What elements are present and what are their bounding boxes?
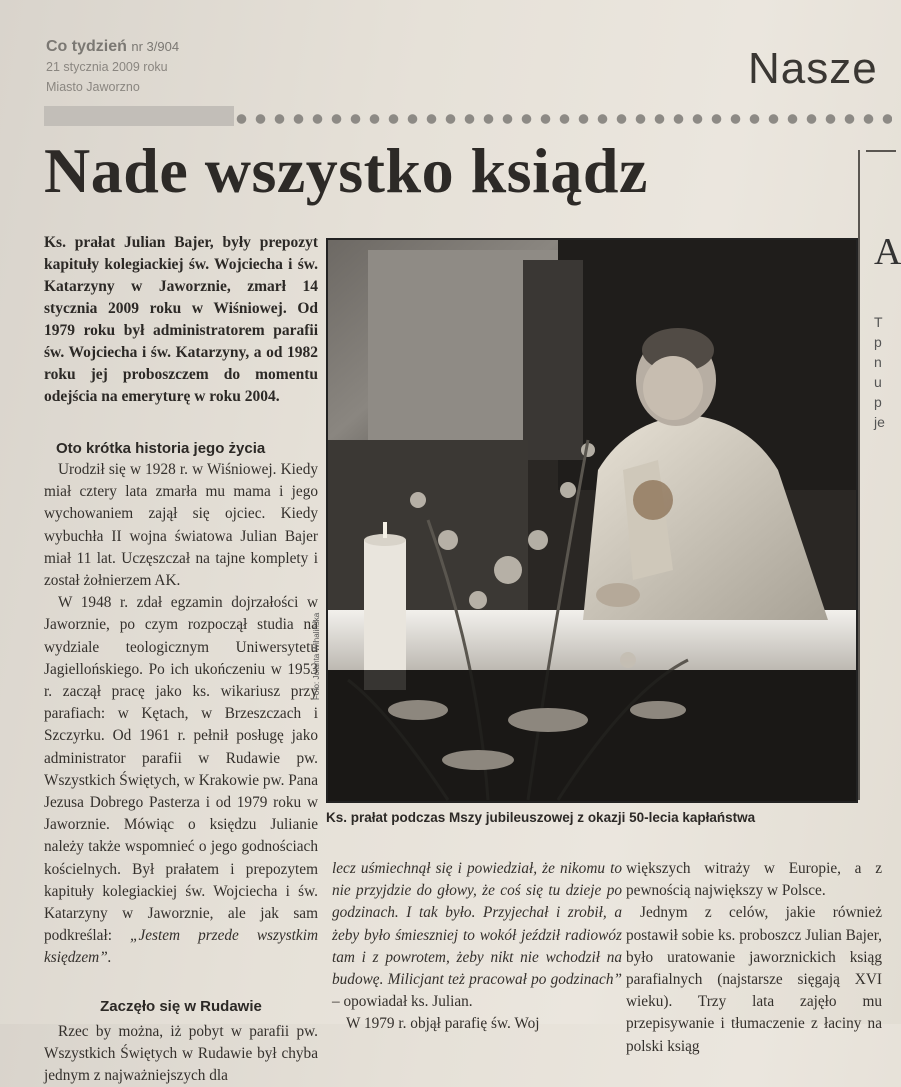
dotted-rule bbox=[232, 113, 892, 125]
article-photo bbox=[326, 238, 858, 803]
paragraph: lecz uśmiechnął się i powiedział, że nikomu to nie przyjdzie do głowy, że coś się tu dzieje po godzinach. I tak było. Przyjechał i zrobił, a żeby było śmieszniej to wokół jeździł radiowóz tam i z powrotem, żeby nikt nie wchodził na budowę. Milicjant też pracował po godzinach” – opowiadał ks. Julian. bbox=[332, 860, 622, 1011]
header-rule bbox=[44, 106, 234, 126]
column-divider bbox=[858, 150, 860, 800]
body-text bbox=[44, 1021, 318, 1087]
adjacent-box-border bbox=[866, 150, 896, 182]
article-column-1 bbox=[44, 440, 318, 1087]
body-text bbox=[44, 459, 318, 970]
headline: Nade wszystko ksiądz bbox=[44, 135, 648, 206]
article-lead: Ks. prałat Julian Bajer, były prepozyt kapituły kolegiackiej św. Wojciecha i św. Katarzyny w Jaworznie, zmarł 14 stycznia 2009 roku w Wiśniowej. Od 1979 roku był administratorem parafii św. Wojciecha i św. Katarzyny, a od 1982 roku jej proboszczem do momentu odejścia na emeryturę w roku 2004. bbox=[44, 234, 318, 405]
photo-caption: Ks. prałat podczas Mszy jubileuszowej z okazji 50-lecia kapłaństwa bbox=[326, 810, 756, 825]
paragraph: Jednym z celów, jakie również postawił sobie ks. proboszcz Julian Bajer, było uratowanie jaworznickich ksiąg parafialnych (najstarsze sięgają XVI wieku). Trzy lata zajęło mu przepisywanie i tłumaczenie z łaciny na polski ksiąg bbox=[626, 904, 882, 1055]
adjacent-heading-fragment: A bbox=[874, 231, 901, 273]
masthead-name: Co tydzień nr 3/904 bbox=[46, 38, 180, 55]
adjacent-text-fragment: T p n u p je bbox=[874, 314, 885, 430]
article-column-2 bbox=[332, 858, 622, 1036]
masthead-city: Miasto Jaworzno bbox=[46, 80, 140, 94]
section-title: Nasze bbox=[748, 44, 878, 93]
photo-credit: Foto: Jolanta Wihalińska bbox=[312, 612, 321, 700]
paragraph: W 1979 r. objął parafię św. Woj bbox=[346, 1015, 540, 1033]
paragraph: Rzec by można, iż pobyt w parafii pw. Wszystkich Świętych w Rudawie był chyba jednym z najważniejszych dla bbox=[44, 1022, 318, 1085]
subheading-history: Oto krótka historia jego życia bbox=[56, 440, 266, 457]
article-column-3 bbox=[626, 858, 882, 1058]
subheading-rudawa: Zaczęło się w Rudawie bbox=[100, 997, 262, 1015]
masthead-date: 21 stycznia 2009 roku bbox=[46, 60, 168, 74]
paragraph: W 1948 r. zdał egzamin dojrzałości w Jaworznie, po czym rozpoczął studia na wydziale teologicznym Uniwersytetu Jagiellońskiego. Po ich ukończeniu w 1953 r. zaczął pracę jako ks. wikariusz przy parafiach: w Kętach, w Brzeszczach i Szczyrku. Od 1961 r. pełnił posługę jako administrator parafii w Rudawie pw. Wszystkich Świętych, w Krakowie pw. Pana Jezusa Dobrego Pasterza i od 1979 roku w Jaworznie. Mówiąc o księdzu Julianie należy także wspomnieć o jego godnościach kościelnych. Był prałatem i prepozytem kapituły kolegiackiej św. Wojciecha i św. Katarzyny w Jaworznie, ale jak sam podkreślał: „Jestem przede wszystkim księdzem”. bbox=[44, 594, 319, 967]
paragraph: Urodził się w 1928 r. w Wiśniowej. Kiedy miał cztery lata zmarła mu mama i jego wychowaniem zajął się ojciec. Kiedy wybuchła II wojna światowa Julian Bajer miał 11 lat. Uczęszczał na tajne komplety i został żołnierzem AK. bbox=[44, 461, 318, 590]
priest-at-altar-image bbox=[328, 240, 856, 801]
paragraph: większych witraży w Europie, a z pewnością największy w Polsce. bbox=[626, 860, 882, 900]
